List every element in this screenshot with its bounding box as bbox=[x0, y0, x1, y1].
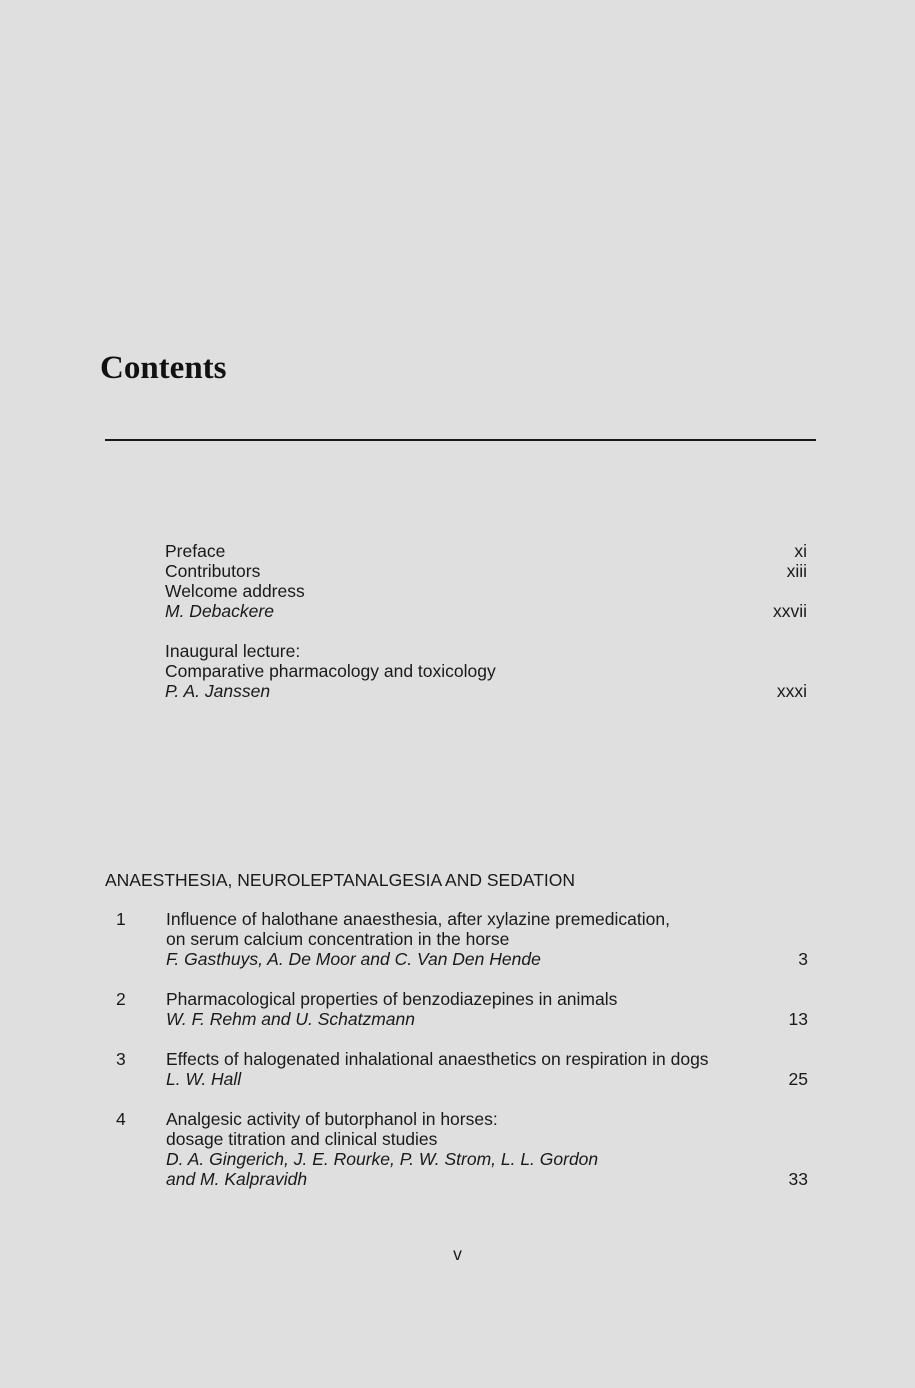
chapter-entry[interactable] bbox=[166, 909, 670, 969]
chapter-page-number: 25 bbox=[788, 1069, 808, 1089]
entry-page-number: xxxi bbox=[776, 681, 807, 701]
front-matter-entry[interactable] bbox=[165, 641, 807, 701]
chapter-entry[interactable] bbox=[166, 1109, 598, 1189]
chapter-page-number: 13 bbox=[788, 1009, 808, 1029]
title-rule bbox=[105, 439, 816, 441]
chapter-title-line: dosage titration and clinical studies bbox=[166, 1129, 438, 1149]
chapter-number: 3 bbox=[116, 1049, 126, 1069]
chapter-page-number: 33 bbox=[788, 1169, 808, 1189]
section-heading: ANAESTHESIA, NEUROLEPTANALGESIA AND SEDATION bbox=[105, 870, 576, 890]
folio-page-number: v bbox=[453, 1244, 462, 1264]
front-matter-entry[interactable] bbox=[165, 541, 807, 561]
chapter-number: 2 bbox=[116, 989, 126, 1009]
chapter-page-number: 3 bbox=[798, 949, 808, 969]
entry-page-number: xiii bbox=[786, 561, 807, 581]
chapter-authors: and M. Kalpravidh bbox=[166, 1169, 308, 1189]
chapter-number: 4 bbox=[116, 1109, 126, 1129]
entry-title-line: Comparative pharmacology and toxicology bbox=[165, 661, 496, 681]
entry-page-number: xxvii bbox=[772, 601, 807, 621]
chapter-number: 1 bbox=[116, 909, 126, 929]
front-matter-entry[interactable] bbox=[165, 561, 807, 581]
chapter-title-line: Effects of halogenated inhalational anaesthetics on respiration in dogs bbox=[166, 1049, 709, 1069]
chapter-authors: D. A. Gingerich, J. E. Rourke, P. W. Strom, L. L. Gordon bbox=[166, 1149, 599, 1169]
entry-author: M. Debackere bbox=[165, 601, 274, 621]
entry-title-line: Contributors bbox=[165, 561, 261, 581]
chapter-authors: L. W. Hall bbox=[166, 1069, 242, 1089]
page-title: Contents bbox=[100, 350, 227, 386]
entry-author: P. A. Janssen bbox=[165, 681, 271, 701]
entry-title-line: Preface bbox=[165, 541, 226, 561]
chapter-entry[interactable] bbox=[166, 1049, 709, 1089]
chapter-title-line: Analgesic activity of butorphanol in horses: bbox=[166, 1109, 498, 1129]
chapter-authors: W. F. Rehm and U. Schatzmann bbox=[166, 1009, 415, 1029]
chapter-title-line: Pharmacological properties of benzodiazepines in animals bbox=[166, 989, 618, 1009]
chapter-authors: F. Gasthuys, A. De Moor and C. Van Den Hende bbox=[166, 949, 541, 969]
entry-page-number: xi bbox=[794, 541, 807, 561]
chapter-title-line: on serum calcium concentration in the horse bbox=[166, 929, 510, 949]
entry-title-line: Inaugural lecture: bbox=[165, 641, 301, 661]
chapter-entry[interactable] bbox=[166, 989, 617, 1029]
chapter-title-line: Influence of halothane anaesthesia, after xylazine premedication, bbox=[166, 909, 670, 929]
entry-title-line: Welcome address bbox=[165, 581, 305, 601]
front-matter-entry[interactable] bbox=[165, 581, 807, 621]
